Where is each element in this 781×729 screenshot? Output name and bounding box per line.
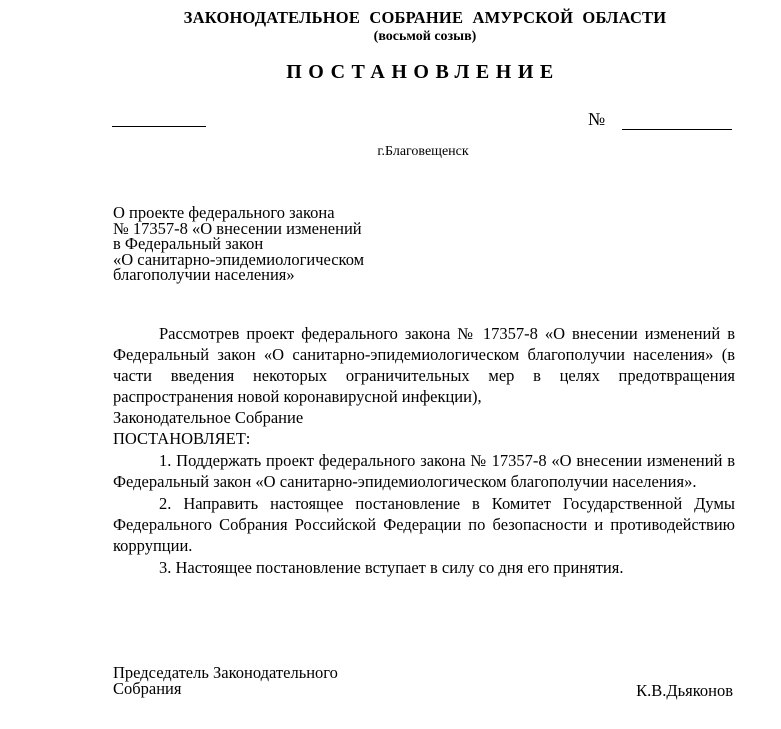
number-sign: № <box>588 109 606 129</box>
subject-line: № 17357-8 «О внесении изменений <box>113 218 362 238</box>
subject-line: благополучии населения» <box>113 265 295 284</box>
resolution-item-2: 2. Направить настоящее постановление в Комитет Государственной Думы Федерального Собрания Российской Федерации по безопасности и противодействию коррупции. <box>113 494 735 555</box>
signatory-title <box>113 665 338 697</box>
preamble-paragraph: Рассмотрев проект федерального закона № 17357-8 «О внесении изменений в Федеральный закон «О санитарно-эпидемиологическом благополучии населения» (в части введения некоторых ограничительных мер в целях предотвращения распространения новой коронавирусной инфекции), <box>113 324 735 406</box>
document-type-title: ПОСТАНОВЛЕНИЕ <box>286 61 560 83</box>
body-text <box>113 323 735 578</box>
resolving-body: Законодательное Собрание <box>113 408 304 427</box>
resolves-heading: ПОСТАНОВЛЯЕТ: <box>113 429 251 448</box>
number-blank-line <box>622 129 732 130</box>
convocation-label: (восьмой созыв) <box>373 29 477 44</box>
organization-title: ЗАКОНОДАТЕЛЬНОЕ СОБРАНИЕ АМУРСКОЙ ОБЛАСТИ <box>183 8 667 27</box>
signatory-title-line: Председатель Законодательного <box>113 663 338 682</box>
subject-line: в Федеральный закон <box>113 234 264 253</box>
resolution-item-3: 3. Настоящее постановление вступает в силу со дня его принятия. <box>159 558 624 577</box>
resolution-item-1: 1. Поддержать проект федерального закона № 17357-8 «О внесении изменений в Федеральный закон «О санитарно-эпидемиологическом благополучии населения». <box>113 451 735 491</box>
signatory-title-line: Собрания <box>113 679 182 698</box>
subject-block <box>113 205 453 283</box>
subject-line: «О санитарно-эпидемиологическом <box>113 249 365 269</box>
date-blank-line <box>112 126 206 127</box>
subject-line: О проекте федерального закона <box>113 203 335 222</box>
signatory-name: К.В.Дьяконов <box>636 681 733 700</box>
city-label: г.Благовещенск <box>377 144 469 159</box>
